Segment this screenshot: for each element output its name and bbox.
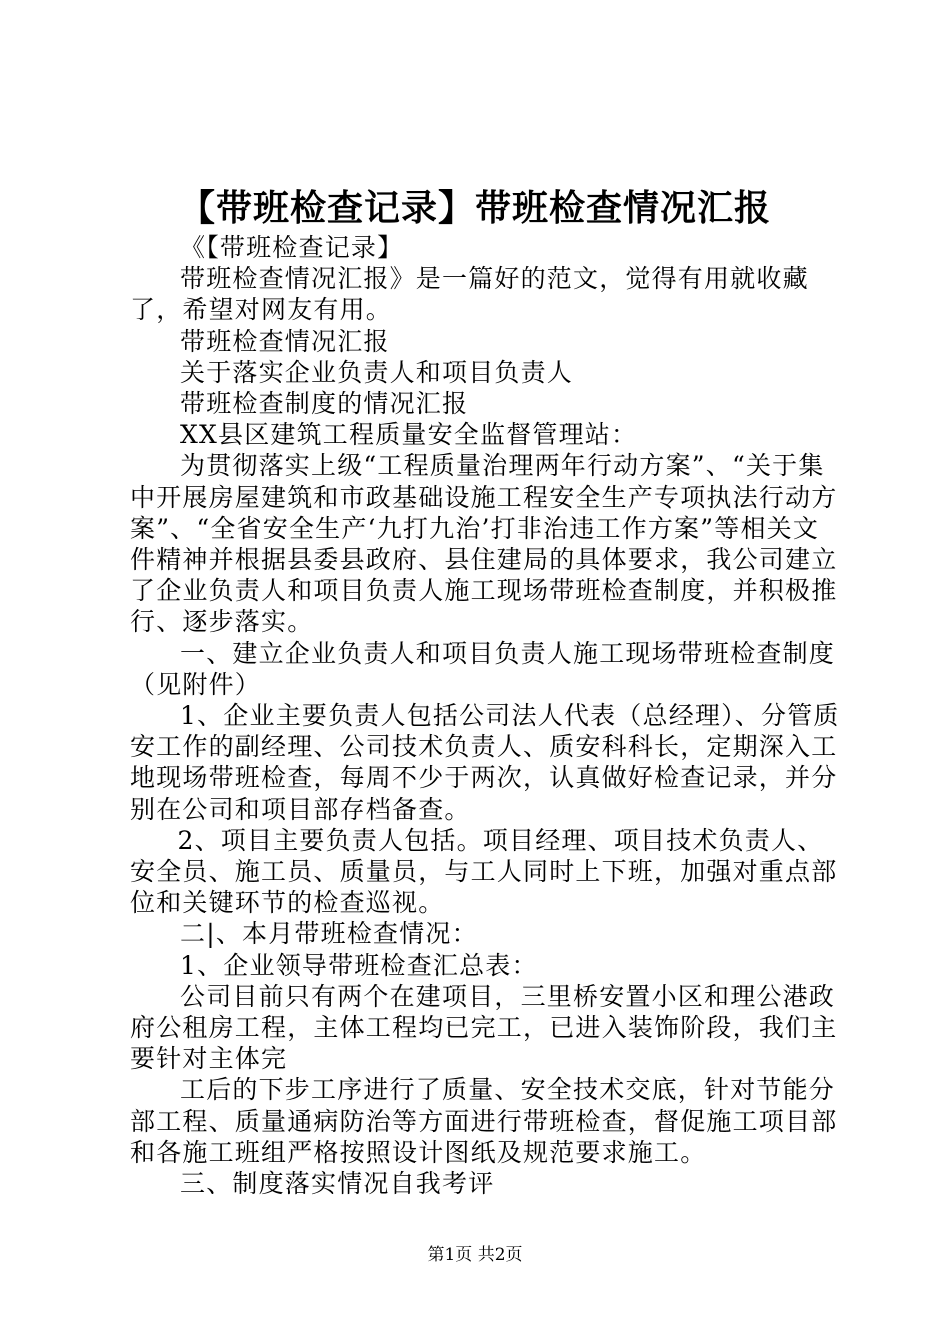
paragraph: 为贯彻落实上级“工程质量治理两年行动方案”、“关于集中开展房屋建筑和市政基础设施工程安全生产专项执法行动方案”、“全省安全生产‘九打九治’打非治违工作方案”等相关文件精神并根据县委县政府、县住建局的具体要求，我公司建立了企业负责人和项目负责人施工现场带班检查制度，并积极推行、逐步落实。 (130, 451, 838, 637)
document-title: 【带班检查记录】带班检查情况汇报 (178, 187, 771, 229)
paragraph: 带班检查情况汇报 (180, 326, 390, 356)
paragraph: 《【带班检查记录】 (180, 233, 404, 262)
document-body (130, 232, 845, 1199)
paragraph: 1、企业领导带班检查汇总表： (180, 950, 538, 980)
paragraph: 带班检查情况汇报》是一篇好的范文，觉得有用就收藏了，希望对网友有用。 (130, 264, 809, 325)
page-footer: 第1页 共2页 (427, 1245, 523, 1265)
paragraph: 工后的下步工序进行了质量、安全技术交底，针对节能分部工程、质量通病防治等方面进行带班检查，督促施工项目部和各施工班组严格按照设计图纸及规范要求施工。 (130, 1075, 838, 1167)
paragraph: 1、企业主要负责人包括公司法人代表（总经理）、分管质安工作的副经理、公司技术负责人、质安科科长，定期深入工地现场带班检查，每周不少于两次，认真做好检查记录，并分别在公司和项目部存档备查。 (130, 701, 840, 824)
paragraph: 2、项目主要负责人包括。项目经理、项目技术负责人、安全员、施工员、质量员，与工人同时上下班，加强对重点部位和关键环节的检查巡视。 (130, 825, 838, 918)
paragraph: 公司目前只有两个在建项目，三里桥安置小区和理公港政府公租房工程，主体工程均已完工，已进入装饰阶段，我们主要针对主体完 (130, 981, 838, 1074)
paragraph: 一、建立企业负责人和项目负责人施工现场带班检查制度（见附件） (130, 638, 836, 699)
paragraph: 带班检查制度的情况汇报 (180, 389, 469, 419)
paragraph: XX县区建筑工程质量安全监督管理站： (180, 420, 638, 450)
paragraph: 二|、本月带班检查情况： (180, 919, 478, 949)
paragraph: 关于落实企业负责人和项目负责人 (180, 357, 574, 387)
paragraph: 三、制度落实情况自我考评 (180, 1169, 495, 1199)
